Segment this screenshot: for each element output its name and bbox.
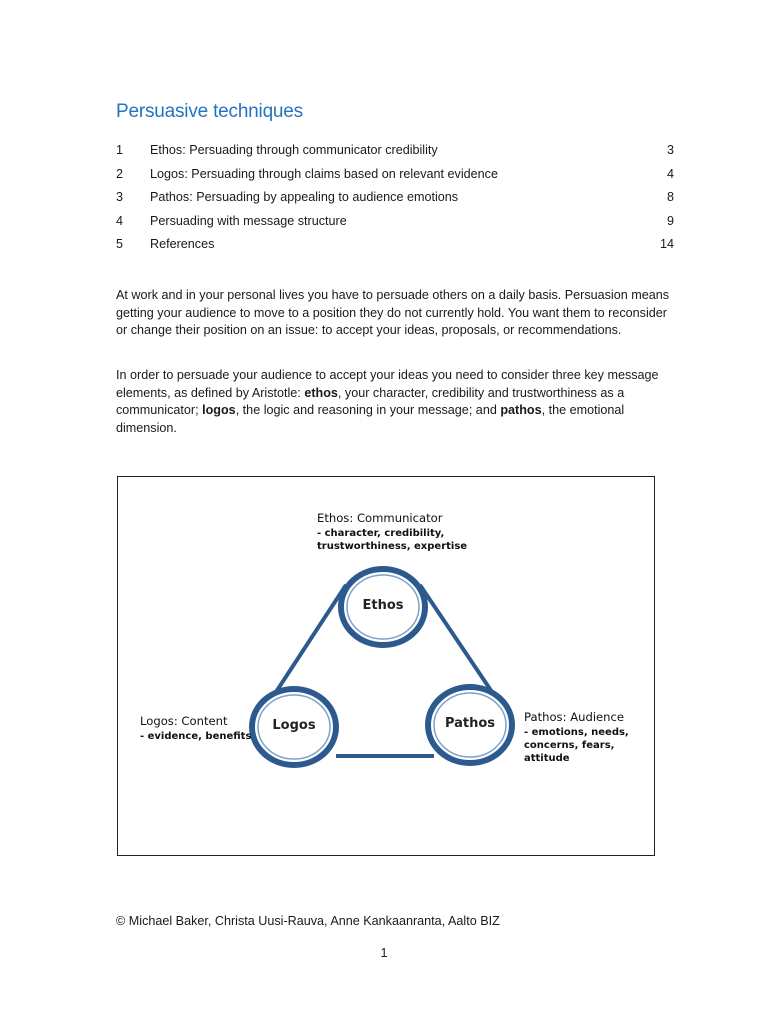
ethos-term: ethos: [304, 385, 338, 400]
toc-title[interactable]: Ethos: Persuading through communicator credibility: [150, 143, 438, 157]
toc-page-number: 14: [659, 237, 674, 251]
toc-number: 3: [116, 190, 124, 204]
paragraph-text: In order to persuade your audience to accept your ideas you need to consider three key message elements, as defined by Aristotle:: [116, 368, 659, 400]
pathos-subtext: attitude: [524, 753, 570, 764]
pathos-heading: Pathos: Audience: [524, 710, 625, 724]
toc-title[interactable]: Persuading with message structure: [150, 213, 347, 228]
toc-page-number: 3: [666, 143, 674, 157]
toc-title[interactable]: Logos: Persuading through claims based on relevant evidence: [150, 166, 498, 181]
page-title: Persuasive techniques: [116, 100, 303, 122]
pathos-term: pathos: [500, 403, 542, 418]
paragraph-text: , the emotional dimension.: [116, 403, 625, 435]
toc-page-number: 8: [666, 190, 674, 204]
intro-paragraph: At work and in your personal lives you have to persuade others on a daily basis. Persuasion means getting your audience to move to a position they do not currently hold. You want them to reconsider or change their position on an issue: to accept your ideas, proposals, or recommendations.: [116, 288, 670, 338]
toc-number: 5: [116, 237, 124, 251]
paragraph-text: , your character, credibility and trustworthiness as a communicator;: [116, 385, 625, 418]
ethos-subtext: trustworthiness, expertise: [317, 541, 468, 552]
toc-number: 1: [116, 143, 124, 157]
toc-entry[interactable]: [116, 140, 676, 164]
toc-number: 2: [116, 166, 124, 181]
logos-subtext: - evidence, benefits: [140, 731, 252, 742]
logos-heading: Logos: Content: [140, 714, 228, 728]
pathos-subtext: - emotions, needs,: [524, 727, 629, 738]
toc-entry[interactable]: [116, 234, 676, 258]
table-of-contents: [116, 140, 676, 258]
ethos-subtext: - character, credibility,: [317, 528, 445, 539]
toc-entry[interactable]: [116, 164, 676, 188]
aristotle-paragraph: [116, 367, 678, 437]
rhetorical-triangle-figure: [117, 476, 655, 856]
triangle-edge-right: [420, 585, 492, 692]
pathos-subtext: concerns, fears,: [524, 740, 615, 751]
logos-circle-label: Logos: [272, 718, 316, 733]
logos-term: logos: [202, 403, 236, 418]
toc-number: 4: [116, 213, 124, 228]
paragraph-text: , the logic and reasoning in your message; and: [235, 403, 501, 418]
toc-page-number: 4: [666, 166, 674, 181]
toc-page-number: 9: [666, 213, 674, 228]
triangle-edge-left: [274, 585, 346, 695]
ethos-heading: Ethos: Communicator: [317, 511, 443, 525]
toc-title[interactable]: References: [150, 237, 215, 251]
toc-entry[interactable]: [116, 187, 676, 211]
copyright-footer: © Michael Baker, Christa Uusi-Rauva, Anne Kankaanranta, Aalto BIZ: [116, 914, 500, 928]
toc-entry[interactable]: [116, 211, 676, 235]
toc-title[interactable]: Pathos: Persuading by appealing to audience emotions: [150, 190, 459, 204]
pathos-circle-label: Pathos: [444, 716, 496, 731]
page-number: 1: [380, 946, 388, 960]
ethos-circle-label: Ethos: [362, 598, 404, 613]
